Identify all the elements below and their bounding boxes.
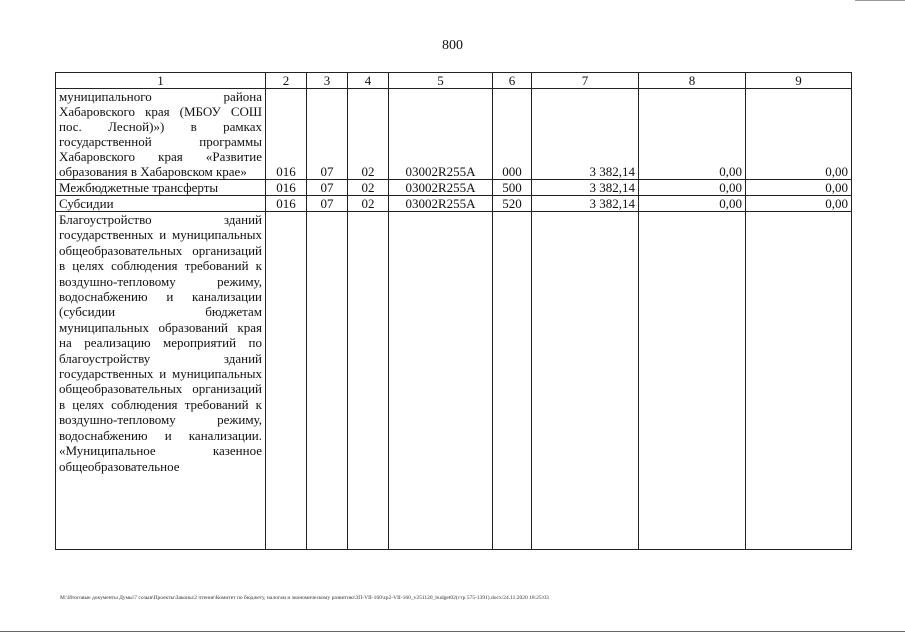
- row-name: Субсидии: [56, 196, 266, 212]
- cell-ministry: 016: [266, 196, 307, 212]
- row-name: Межбюджетные трансферты: [56, 180, 266, 196]
- empty-cell: [493, 212, 532, 550]
- cell-section: 07: [307, 180, 348, 196]
- cell-amount: 3 382,14: [532, 196, 639, 212]
- empty-cell: [307, 212, 348, 550]
- cell-expense-type: 000: [493, 89, 532, 180]
- cell-amount: 3 382,14: [532, 180, 639, 196]
- column-header: 9: [746, 73, 852, 89]
- column-header: 7: [532, 73, 639, 89]
- cell-amount: 0,00: [746, 196, 852, 212]
- cell-amount: 0,00: [746, 89, 852, 180]
- table-row: [56, 180, 852, 196]
- cell-amount: 3 382,14: [532, 89, 639, 180]
- file-path-footer: M:\Итоговые документы Думы\7 созыв\Проекты\Законы\2 чтение\Комитет по бюджету, налогам и экономическому развитию\3П-VII-160\zp2-VII-160_v251120_budget02(стр 575-1391).docx/24.11.2020 18:25:03: [60, 595, 549, 601]
- cell-section: 07: [307, 89, 348, 180]
- column-header: 8: [639, 73, 746, 89]
- cell-amount: 0,00: [639, 180, 746, 196]
- cell-subsection: 02: [348, 180, 389, 196]
- empty-cell: [389, 212, 493, 550]
- page-number: 800: [442, 38, 463, 53]
- cell-target-article: 03002R255A: [389, 89, 493, 180]
- top-edge-line: [855, 0, 905, 1]
- cell-subsection: 02: [348, 196, 389, 212]
- column-header: 5: [389, 73, 493, 89]
- table-row: [56, 212, 852, 550]
- cell-target-article: 03002R255A: [389, 180, 493, 196]
- table-row: [56, 196, 852, 212]
- column-header: 1: [56, 73, 266, 89]
- empty-cell: [266, 212, 307, 550]
- column-header: 2: [266, 73, 307, 89]
- header-row: [56, 73, 852, 89]
- bottom-edge-line: [0, 631, 905, 632]
- empty-cell: [532, 212, 639, 550]
- cell-section: 07: [307, 196, 348, 212]
- cell-subsection: 02: [348, 89, 389, 180]
- cell-expense-type: 520: [493, 196, 532, 212]
- column-header: 4: [348, 73, 389, 89]
- cell-ministry: 016: [266, 180, 307, 196]
- budget-table: [55, 72, 852, 550]
- cell-amount: 0,00: [746, 180, 852, 196]
- empty-cell: [348, 212, 389, 550]
- cell-ministry: 016: [266, 89, 307, 180]
- cell-target-article: 03002R255A: [389, 196, 493, 212]
- row-name: муниципального района Хабаровского края (МБОУ СОШ пос. Лесной)») в рамках государственной программы Хабаровского края «Развитие образования в Хабаровском крае»: [56, 89, 266, 180]
- column-header: 3: [307, 73, 348, 89]
- table-row: [56, 89, 852, 180]
- empty-cell: [639, 212, 746, 550]
- cell-amount: 0,00: [639, 89, 746, 180]
- column-header: 6: [493, 73, 532, 89]
- cell-amount: 0,00: [639, 196, 746, 212]
- row-name: Благоустройство зданий государственных и муниципальных общеобразовательных организаций в целях соблюдения требований к воздушно-тепловому режиму, водоснабжению и канализации (субсидии бюджетам муниципальных образований края на реализацию мероприятий по благоустройству зданий государственных и муниципальных общеобразовательных организаций в целях соблюдения требований к воздушно-тепловому режиму, водоснабжению и канализации. «Муниципальное казенное общеобразовательное: [56, 212, 266, 550]
- empty-cell: [746, 212, 852, 550]
- cell-expense-type: 500: [493, 180, 532, 196]
